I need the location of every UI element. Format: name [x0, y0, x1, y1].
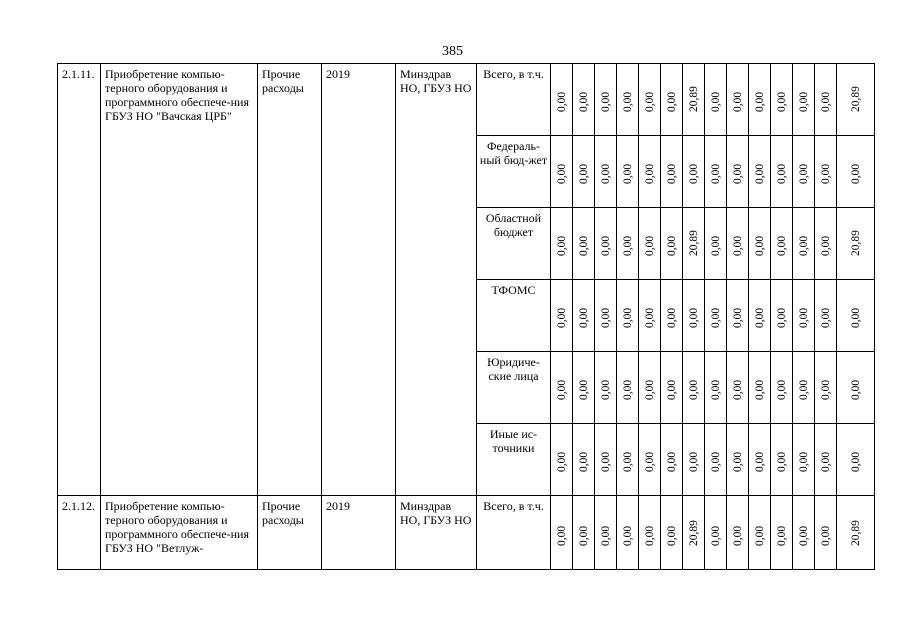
amount-cell: [705, 424, 727, 496]
amount-cell: [749, 280, 771, 352]
amount-cell: [639, 352, 661, 424]
amount-cell: [683, 208, 705, 280]
amount-cell: [595, 352, 617, 424]
amount-value: 20,89: [687, 230, 700, 256]
amount-cell: [837, 136, 875, 208]
amount-value: 20,89: [687, 86, 700, 112]
amount-cell: [727, 136, 749, 208]
funding-source: Федераль-ный бюд-жет: [477, 136, 551, 208]
amount-value: 0,00: [621, 451, 634, 472]
amount-cell: [727, 64, 749, 136]
amount-cell: [639, 424, 661, 496]
amount-value: 0,00: [621, 379, 634, 400]
amount-cell: [683, 352, 705, 424]
amount-cell: [793, 136, 815, 208]
amount-value: 0,00: [577, 235, 590, 256]
amount-cell: [551, 64, 573, 136]
amount-value: 0,00: [665, 379, 678, 400]
amount-cell: [683, 424, 705, 496]
amount-value: 0,00: [709, 525, 722, 546]
amount-value: 0,00: [621, 307, 634, 328]
amount-value: 0,00: [577, 451, 590, 472]
funding-source: Юридиче-ские лица: [477, 352, 551, 424]
amount-cell: [617, 208, 639, 280]
funding-source: ТФОМС: [477, 280, 551, 352]
amount-cell: [727, 424, 749, 496]
amount-value: 0,00: [819, 451, 832, 472]
amount-value: 0,00: [775, 307, 788, 328]
amount-cell: [749, 64, 771, 136]
funding-source: Всего, в т.ч.: [477, 496, 551, 570]
amount-cell: [595, 496, 617, 570]
amount-value: 0,00: [621, 525, 634, 546]
amount-cell: [815, 280, 837, 352]
amount-value: 0,00: [555, 163, 568, 184]
amount-cell: [661, 280, 683, 352]
amount-cell: [771, 496, 793, 570]
funding-source: Всего, в т.ч.: [477, 64, 551, 136]
amount-value: 0,00: [709, 307, 722, 328]
amount-value: 0,00: [709, 235, 722, 256]
amount-cell: [705, 64, 727, 136]
amount-value: 0,00: [819, 91, 832, 112]
amount-cell: [639, 280, 661, 352]
amount-value: 0,00: [819, 235, 832, 256]
amount-value: 0,00: [643, 451, 656, 472]
amount-value: 0,00: [731, 91, 744, 112]
amount-cell: [661, 352, 683, 424]
funding-source: Областной бюджет: [477, 208, 551, 280]
amount-value: 0,00: [577, 307, 590, 328]
budget-table: [57, 63, 875, 570]
amount-cell: [551, 496, 573, 570]
amount-value: 0,00: [775, 525, 788, 546]
amount-value: 0,00: [665, 525, 678, 546]
amount-cell: [661, 424, 683, 496]
amount-value: 0,00: [753, 91, 766, 112]
amount-cell: [793, 280, 815, 352]
amount-value: 0,00: [775, 379, 788, 400]
item-code: 2.1.11.: [58, 64, 101, 496]
amount-value: 0,00: [665, 451, 678, 472]
amount-cell: [573, 496, 595, 570]
amount-value: 0,00: [555, 379, 568, 400]
amount-cell: [749, 208, 771, 280]
amount-value: 0,00: [797, 451, 810, 472]
amount-value: 0,00: [797, 235, 810, 256]
amount-value: 0,00: [753, 525, 766, 546]
amount-value: 0,00: [643, 525, 656, 546]
item-executor: Минздрав НО, ГБУЗ НО: [396, 496, 477, 570]
amount-value: 0,00: [753, 163, 766, 184]
item-executor: Минздрав НО, ГБУЗ НО: [396, 64, 477, 496]
amount-cell: [815, 496, 837, 570]
amount-value: 0,00: [687, 163, 700, 184]
amount-cell: [661, 496, 683, 570]
amount-cell: [595, 64, 617, 136]
amount-value: 0,00: [555, 307, 568, 328]
amount-cell: [639, 136, 661, 208]
amount-cell: [595, 280, 617, 352]
amount-cell: [815, 352, 837, 424]
amount-cell: [793, 64, 815, 136]
amount-cell: [639, 208, 661, 280]
amount-cell: [705, 136, 727, 208]
amount-cell: [771, 424, 793, 496]
amount-value: 0,00: [819, 163, 832, 184]
amount-value: 0,00: [753, 451, 766, 472]
amount-cell: [749, 136, 771, 208]
amount-value: 0,00: [753, 235, 766, 256]
amount-value: 0,00: [687, 307, 700, 328]
amount-cell: [793, 424, 815, 496]
amount-value: 0,00: [797, 307, 810, 328]
amount-cell: [837, 352, 875, 424]
amount-value: 0,00: [775, 235, 788, 256]
amount-value: 0,00: [731, 235, 744, 256]
amount-value: 0,00: [797, 379, 810, 400]
amount-cell: [683, 64, 705, 136]
amount-value: 20,89: [849, 520, 862, 546]
amount-value: 0,00: [643, 235, 656, 256]
amount-value: 0,00: [665, 91, 678, 112]
amount-cell: [639, 496, 661, 570]
amount-cell: [727, 280, 749, 352]
amount-cell: [749, 424, 771, 496]
amount-cell: [771, 280, 793, 352]
item-name: Приобретение компью-терного оборудования и программного обеспече-ния ГБУЗ НО "Вачская ЦРБ": [101, 64, 258, 496]
amount-cell: [551, 424, 573, 496]
expense-type: Прочие расходы: [258, 64, 322, 496]
amount-cell: [661, 64, 683, 136]
amount-cell: [793, 496, 815, 570]
amount-value: 0,00: [621, 91, 634, 112]
amount-value: 0,00: [849, 451, 862, 472]
funding-source: Иные ис-точники: [477, 424, 551, 496]
amount-cell: [683, 496, 705, 570]
amount-cell: [705, 280, 727, 352]
amount-value: 0,00: [555, 91, 568, 112]
amount-value: 0,00: [709, 91, 722, 112]
amount-value: 0,00: [753, 379, 766, 400]
amount-value: 0,00: [709, 163, 722, 184]
amount-cell: [815, 424, 837, 496]
amount-value: 0,00: [577, 91, 590, 112]
table-row: [58, 64, 875, 136]
amount-cell: [837, 424, 875, 496]
amount-cell: [595, 136, 617, 208]
amount-value: 20,89: [849, 230, 862, 256]
amount-cell: [639, 64, 661, 136]
amount-value: 20,89: [687, 520, 700, 546]
amount-cell: [705, 352, 727, 424]
amount-value: 20,89: [849, 86, 862, 112]
amount-cell: [661, 136, 683, 208]
amount-cell: [815, 208, 837, 280]
amount-cell: [595, 424, 617, 496]
amount-cell: [617, 280, 639, 352]
amount-value: 0,00: [731, 451, 744, 472]
amount-value: 0,00: [849, 379, 862, 400]
amount-value: 0,00: [577, 163, 590, 184]
amount-value: 0,00: [687, 379, 700, 400]
amount-value: 0,00: [599, 379, 612, 400]
amount-value: 0,00: [731, 379, 744, 400]
amount-value: 0,00: [665, 163, 678, 184]
amount-cell: [771, 352, 793, 424]
amount-cell: [573, 64, 595, 136]
expense-type: Прочие расходы: [258, 496, 322, 570]
amount-value: 0,00: [753, 307, 766, 328]
amount-value: 0,00: [775, 163, 788, 184]
amount-cell: [551, 136, 573, 208]
item-year: 2019: [322, 496, 396, 570]
item-code: 2.1.12.: [58, 496, 101, 570]
amount-cell: [573, 280, 595, 352]
amount-cell: [617, 424, 639, 496]
amount-value: 0,00: [709, 451, 722, 472]
table-row: [58, 496, 875, 570]
amount-value: 0,00: [665, 307, 678, 328]
amount-cell: [683, 136, 705, 208]
amount-cell: [551, 280, 573, 352]
amount-cell: [661, 208, 683, 280]
amount-value: 0,00: [849, 307, 862, 328]
amount-value: 0,00: [599, 163, 612, 184]
amount-cell: [683, 280, 705, 352]
amount-value: 0,00: [819, 307, 832, 328]
amount-value: 0,00: [555, 525, 568, 546]
amount-value: 0,00: [577, 379, 590, 400]
amount-value: 0,00: [599, 307, 612, 328]
amount-cell: [727, 208, 749, 280]
amount-cell: [793, 352, 815, 424]
amount-cell: [573, 208, 595, 280]
amount-value: 0,00: [797, 525, 810, 546]
amount-value: 0,00: [797, 163, 810, 184]
amount-value: 0,00: [643, 163, 656, 184]
amount-cell: [551, 208, 573, 280]
amount-cell: [815, 64, 837, 136]
amount-cell: [705, 208, 727, 280]
amount-cell: [573, 352, 595, 424]
amount-value: 0,00: [665, 235, 678, 256]
amount-value: 0,00: [643, 379, 656, 400]
amount-value: 0,00: [577, 525, 590, 546]
page-number: 385: [442, 44, 463, 59]
amount-value: 0,00: [599, 525, 612, 546]
amount-cell: [617, 496, 639, 570]
amount-cell: [617, 352, 639, 424]
amount-cell: [573, 136, 595, 208]
amount-cell: [771, 64, 793, 136]
amount-value: 0,00: [555, 235, 568, 256]
amount-cell: [837, 496, 875, 570]
amount-cell: [705, 496, 727, 570]
amount-cell: [727, 496, 749, 570]
amount-value: 0,00: [849, 163, 862, 184]
amount-value: 0,00: [709, 379, 722, 400]
amount-value: 0,00: [819, 525, 832, 546]
item-name: Приобретение компью-терного оборудования и программного обеспече-ния ГБУЗ НО "Ветлуж-: [101, 496, 258, 570]
amount-cell: [837, 208, 875, 280]
amount-value: 0,00: [599, 91, 612, 112]
amount-cell: [573, 424, 595, 496]
amount-value: 0,00: [643, 307, 656, 328]
amount-cell: [551, 352, 573, 424]
amount-cell: [771, 136, 793, 208]
amount-cell: [793, 208, 815, 280]
item-year: 2019: [322, 64, 396, 496]
amount-cell: [815, 136, 837, 208]
amount-value: 0,00: [555, 451, 568, 472]
amount-value: 0,00: [643, 91, 656, 112]
amount-cell: [749, 352, 771, 424]
amount-value: 0,00: [621, 235, 634, 256]
amount-value: 0,00: [731, 163, 744, 184]
amount-value: 0,00: [775, 91, 788, 112]
amount-cell: [617, 136, 639, 208]
amount-cell: [617, 64, 639, 136]
amount-cell: [727, 352, 749, 424]
amount-value: 0,00: [599, 235, 612, 256]
amount-value: 0,00: [687, 451, 700, 472]
amount-value: 0,00: [599, 451, 612, 472]
amount-value: 0,00: [775, 451, 788, 472]
amount-cell: [595, 208, 617, 280]
amount-value: 0,00: [731, 307, 744, 328]
amount-cell: [771, 208, 793, 280]
amount-cell: [837, 64, 875, 136]
amount-value: 0,00: [731, 525, 744, 546]
amount-value: 0,00: [797, 91, 810, 112]
amount-value: 0,00: [819, 379, 832, 400]
amount-cell: [837, 280, 875, 352]
amount-cell: [749, 496, 771, 570]
amount-value: 0,00: [621, 163, 634, 184]
